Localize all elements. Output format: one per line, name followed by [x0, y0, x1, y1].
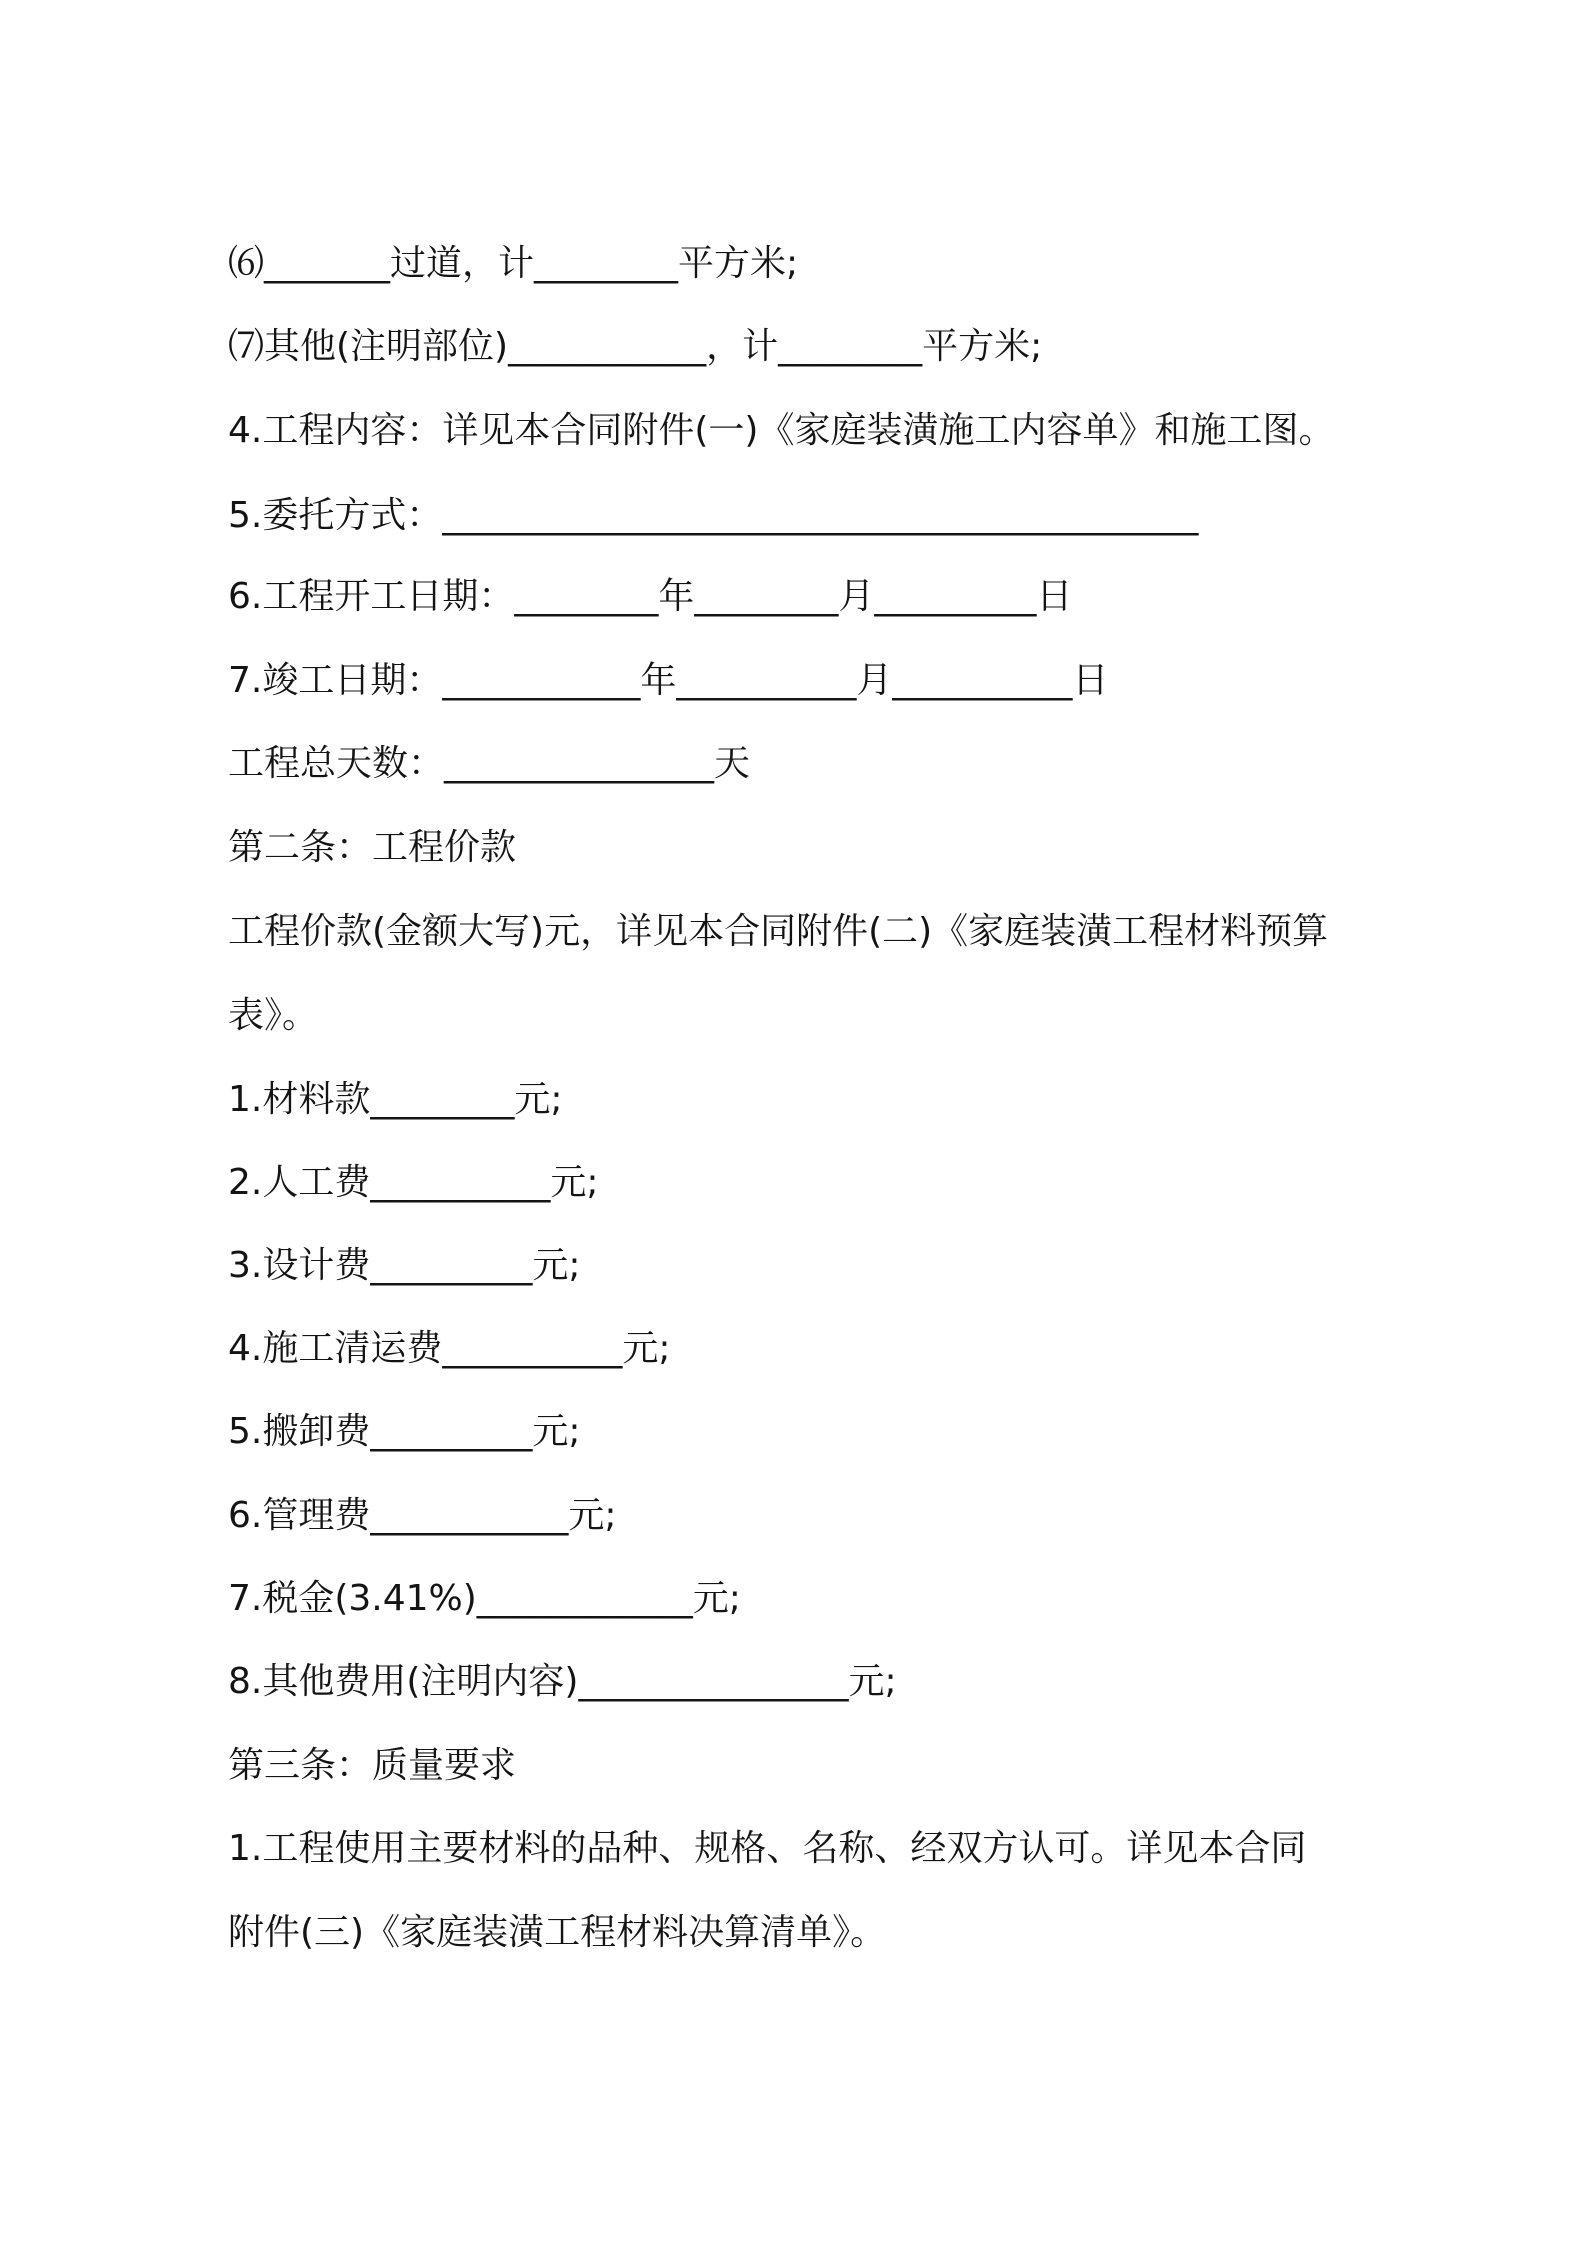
section-heading-article-2: 第二条：工程价款	[228, 827, 517, 868]
text-line-corridor-area: ⑹_______过道，计________平方米;	[228, 243, 799, 284]
text-line-commission-method: 5.委托方式：__________________________________________	[228, 495, 1199, 536]
text-line-other-area: ⑺其他(注明部位)___________，计________平方米;	[228, 326, 1043, 367]
text-line-materials-spec-cont: 附件(三)《家庭装潢工程材料决算清单》。	[228, 1912, 887, 1953]
text-line-tax: 7.税金(3.41%)____________元;	[228, 1578, 741, 1619]
text-line-project-content: 4.工程内容：详见本合同附件(一)《家庭装潢施工内容单》和施工图。	[228, 410, 1335, 451]
section-heading-article-3: 第三条：质量要求	[228, 1745, 517, 1786]
text-line-project-price-cont: 表》。	[228, 995, 319, 1036]
text-line-cleanup-fee: 4.施工清运费__________元;	[228, 1328, 671, 1369]
text-line-start-date: 6.工程开工日期：________年________月_________日	[228, 576, 1073, 617]
text-line-completion-date: 7.竣工日期：___________年__________月__________日	[228, 660, 1109, 701]
text-line-labor-fee: 2.人工费__________元;	[228, 1162, 599, 1203]
text-line-materials-spec: 1.工程使用主要材料的品种、规格、名称、经双方认可。详见本合同	[228, 1828, 1307, 1869]
text-line-material-fee: 1.材料款________元;	[228, 1079, 563, 1120]
text-line-total-days: 工程总天数：_______________天	[228, 743, 751, 784]
text-line-moving-fee: 5.搬卸费_________元;	[228, 1411, 581, 1452]
text-line-management-fee: 6.管理费___________元;	[228, 1495, 617, 1536]
text-line-design-fee: 3.设计费_________元;	[228, 1245, 581, 1286]
text-line-other-fees: 8.其他费用(注明内容)_______________元;	[228, 1661, 897, 1702]
text-line-project-price: 工程价款(金额大写)元，详见本合同附件(二)《家庭装潢工程材料预算	[228, 911, 1329, 952]
